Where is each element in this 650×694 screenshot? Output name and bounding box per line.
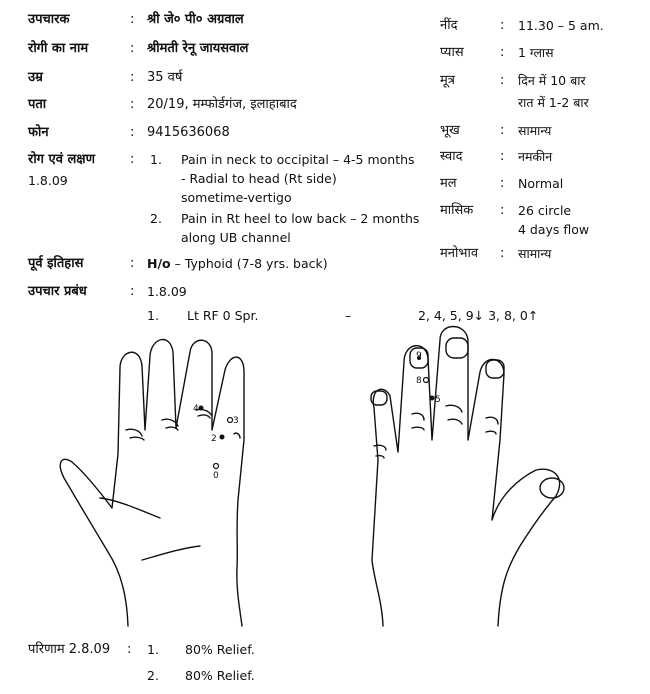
treatment-dash: – [345,308,352,323]
address-label: पता [28,97,47,112]
left-palm-outline [60,340,244,626]
colon: : [130,70,135,85]
back-point-9: 9 [416,351,422,361]
vital-value: 1 ग्लास [518,45,554,60]
palm-point-2: 2 [211,434,217,444]
treatment-num: 1. [147,308,159,323]
result-label: परिणाम 2.8.09 [28,642,111,657]
result-text: 80% Relief. [185,668,255,683]
vital-value: Normal [518,176,564,191]
treatment-label: उपचार प्रबंध [28,284,87,299]
colon: : [130,152,135,167]
result-num: 2. [147,668,159,683]
age-value: 35 वर्ष [147,70,183,85]
symptoms-label: रोग एवं लक्षण [28,152,96,167]
vital-value: 11.30 – 5 am. [518,18,604,33]
vital-value: दिन में 10 बार [518,73,586,88]
symptom-line: sometime-vertigo [181,190,292,205]
treatment-points: 2, 4, 5, 9↓ 3, 8, 0↑ [418,308,539,323]
vital-label: मूत्र [440,73,455,88]
vital-label: प्यास [440,45,464,60]
vital-label: मासिक [440,203,474,218]
colon: : [130,125,135,140]
vital-label: मल [440,176,457,191]
colon: : [500,18,505,33]
colon: : [500,149,505,164]
symptom-num: 2. [150,211,162,226]
colon: : [500,203,505,218]
colon: : [130,12,135,27]
vital-label: भूख [440,123,460,138]
palm-point-4: 4 [193,404,199,414]
vital-value: रात में 1-2 बार [518,95,589,110]
phone-label: फोन [28,125,49,140]
vital-value: नमकीन [518,149,553,164]
palm-point-0: 0 [213,471,219,481]
vital-value: 26 circle [518,203,572,218]
vital-value: सामान्य [518,246,552,261]
history-detail: – Typhoid (7-8 yrs. back) [170,256,328,271]
age-label: उम्र [28,70,43,85]
vital-label: नींद [440,18,458,33]
vital-label: मनोभाव [440,246,479,261]
symptom-line: - Radial to head (Rt side) [181,171,337,186]
doctor-label: उपचारक [28,12,70,27]
colon: : [130,256,135,271]
colon: : [130,97,135,112]
doctor-value: श्री जे० पी० अग्रवाल [147,12,244,27]
vital-value: 4 days flow [518,222,590,237]
right-hand-outline [372,327,560,627]
result-text: 80% Relief. [185,642,255,657]
name-value: श्रीमती रेनू जायसवाल [147,41,249,56]
symptom-line: Pain in Rt heel to low back – 2 months [181,211,420,226]
colon: : [500,176,505,191]
colon: : [500,123,505,138]
symptom-line: Pain in neck to occipital – 4-5 months [181,152,415,167]
colon: : [500,246,505,261]
history-bold: H/o [147,256,171,271]
vital-value: सामान्य [518,123,552,138]
name-label: रोगी का नाम [28,41,89,56]
result-num: 1. [147,642,159,657]
treatment-text: Lt RF 0 Spr. [187,308,259,323]
symptom-line: along UB channel [181,230,291,245]
palm-point-3: 3 [233,416,239,426]
back-point-8: 8 [416,376,422,386]
colon: : [130,284,135,299]
back-point-5: 5 [435,395,441,405]
phone-value: 9415636068 [147,125,230,140]
symptom-num: 1. [150,152,162,167]
treatment-date: 1.8.09 [147,284,187,299]
colon: : [130,41,135,56]
colon: : [500,73,505,88]
vital-label: स्वाद [440,149,463,164]
history-label: पूर्व इतिहास [28,256,84,271]
colon: : [500,45,505,60]
colon: : [127,642,132,657]
symptoms-date: 1.8.09 [28,173,68,188]
address-value: 20/19, मम्फोर्डगंज, इलाहाबाद [147,97,297,112]
